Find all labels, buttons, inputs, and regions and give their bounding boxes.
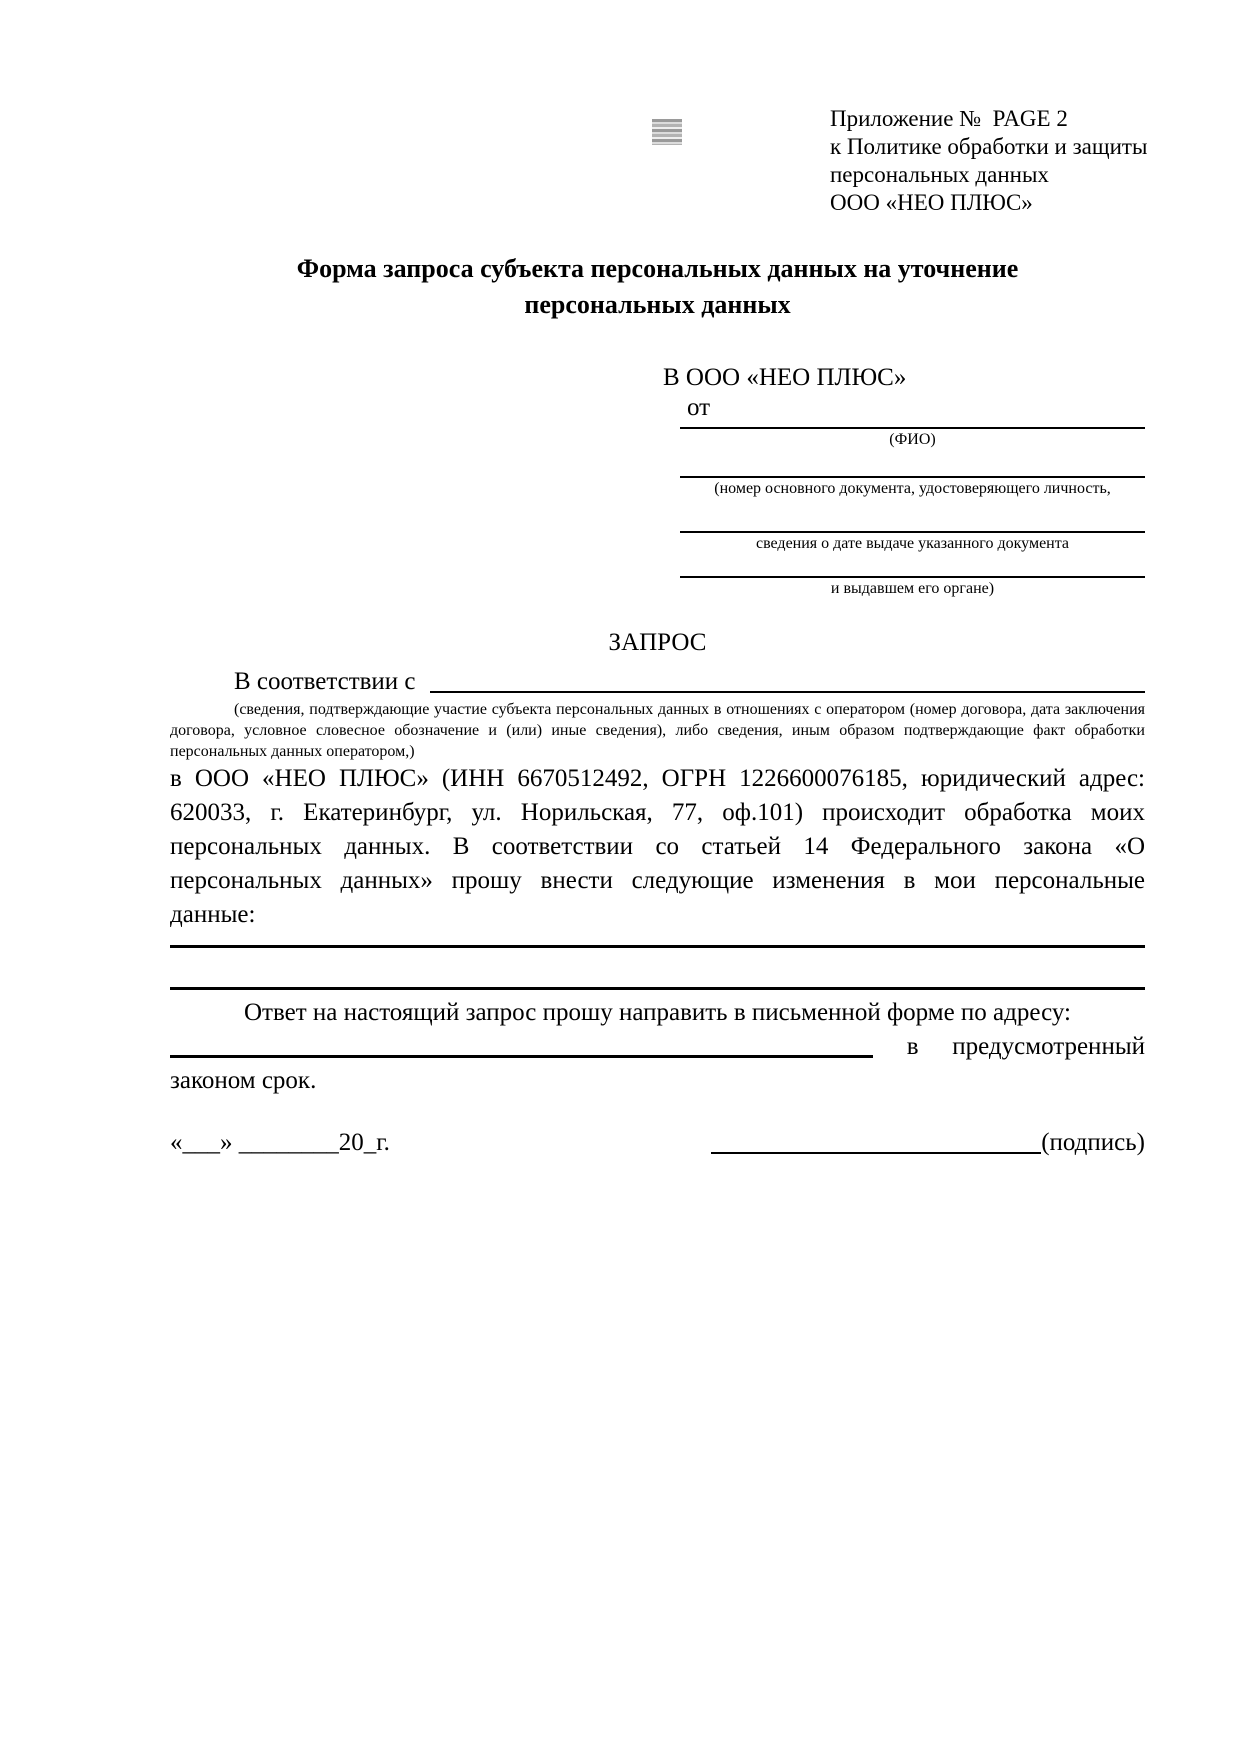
blurred-lines-icon [652,119,682,145]
addressee-to: В ООО «НЕО ПЛЮС» [663,364,907,391]
reply-word: предусмотренный [952,1033,1145,1060]
appendix-block [830,105,1148,217]
request-heading: ЗАПРОС [608,629,707,656]
issuing-authority-field [680,572,1145,599]
page-header [170,105,1148,223]
appendix-line: ООО «НЕО ПЛЮС» [830,190,1033,215]
signature-group [711,1126,1145,1160]
field-caption: (номер основного документа, удостоверяющего личность, [714,480,1111,497]
basis-line [170,664,1145,699]
fio-field [680,423,1145,450]
fill-line [170,932,1145,948]
addressee-from-label: от [687,394,711,421]
appendix-line: персональных данных [830,162,1049,187]
appendix-line: Приложение № PAGE 2 [830,106,1068,131]
fill-line [430,664,1145,693]
signature-line [711,1152,1041,1154]
document-number-field [680,472,1145,499]
field-caption: сведения о дате выдаче указанного документа [755,535,1070,552]
appendix-line: к Политике обработки и защиты [830,134,1148,159]
issue-date-field [680,527,1145,554]
reply-word: в [906,1033,919,1060]
date-blank-line: «___» ________20_г. [170,1129,390,1156]
explanatory-note: (сведения, подтверждающие участие субъекта персональных данных в отношениях с оператором (номер договора, дата заключения договора, условное словесное обозначение и (или) иные сведения), либо сведения, иным образом подтверждающие факт обработки персональных данных оператором,) [170,701,1145,760]
basis-label: В соответствии с [234,668,422,695]
reply-address-row [170,1030,1145,1064]
address-fill-line [170,1030,873,1058]
field-caption: и выдавшем его органе) [830,580,995,597]
reply-intro: Ответ на настоящий запрос прошу направить в письменной форме по адресу: [244,999,1071,1026]
reply-tail: законом срок. [170,1067,317,1094]
fill-line [170,948,1145,990]
document-title: Форма запроса субъекта персональных данных на уточнение персональных данных [296,254,1019,319]
request-body: в ООО «НЕО ПЛЮС» (ИНН 6670512492, ОГРН 1226600076185, юридический адрес: 620033, г. Екатеринбург, ул. Норильская, 77, оф.101) происходит обработка моих персональных данных. В соответствии со статьей 14 Федерального закона «О персональных данных» прошу внести следующие изменения в мои персональные данные: [170,765,1145,928]
field-caption: (ФИО) [889,431,936,448]
signature-caption: (подпись) [1041,1129,1145,1156]
addressee-block [663,363,1145,599]
signature-row [170,1126,1145,1160]
